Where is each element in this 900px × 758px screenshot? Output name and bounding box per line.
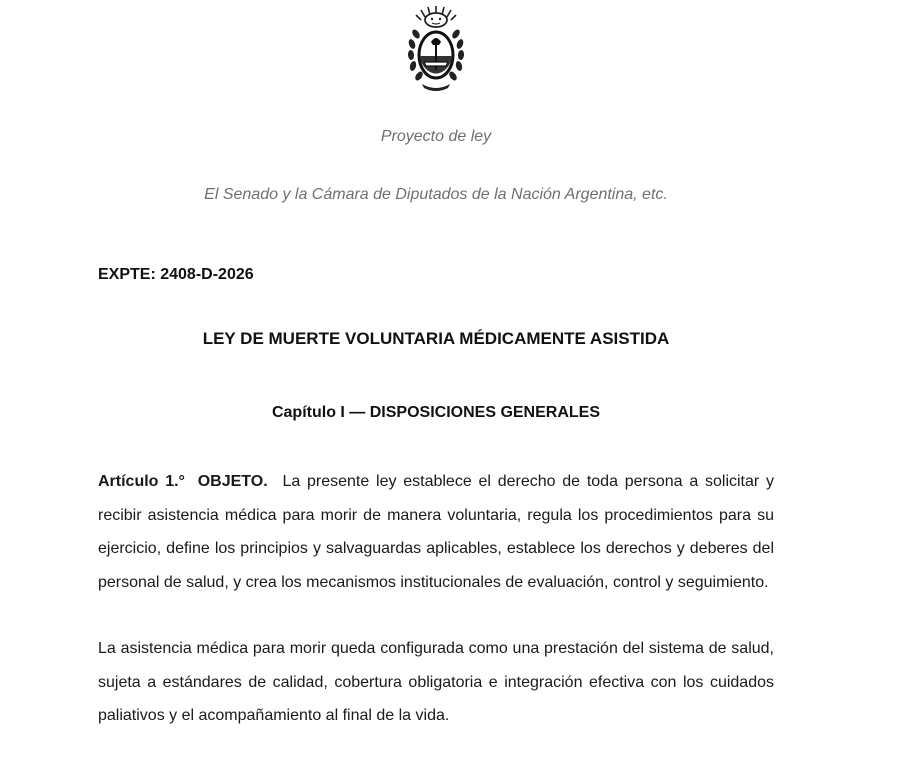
enacting-clause: El Senado y la Cámara de Diputados de la Nación Argentina, etc. <box>204 186 668 203</box>
article-title: OBJETO. <box>197 473 268 490</box>
article-label: Artículo 1.° <box>98 473 185 490</box>
law-title: LEY DE MUERTE VOLUNTARIA MÉDICAMENTE ASISTIDA <box>202 329 670 348</box>
expediente-number: EXPTE: 2408-D-2026 <box>98 266 254 283</box>
article-1-paragraph-1 <box>98 465 774 599</box>
chapter-title: Capítulo I — DISPOSICIONES GENERALES <box>271 404 601 421</box>
article-text: La presente ley establece el derecho de toda persona a solicitar y recibir asistencia médica para morir de manera voluntaria, regula los procedimientos para su ejercicio, define los principios y salvaguardas aplicables, establece los derechos y deberes del personal de salud, y crea los mecanismos institucionales de evaluación, control y seguimiento. <box>98 473 774 591</box>
article-1-paragraph-2: La asistencia médica para morir queda configurada como una prestación del sistema de salud, sujeta a estándares de calidad, cobertura obligatoria e integración efectiva con los cuidados paliativos y el acompañamiento al final de la vida. <box>98 640 774 724</box>
coat-of-arms-icon <box>400 4 472 94</box>
project-label: Proyecto de ley <box>380 128 492 145</box>
